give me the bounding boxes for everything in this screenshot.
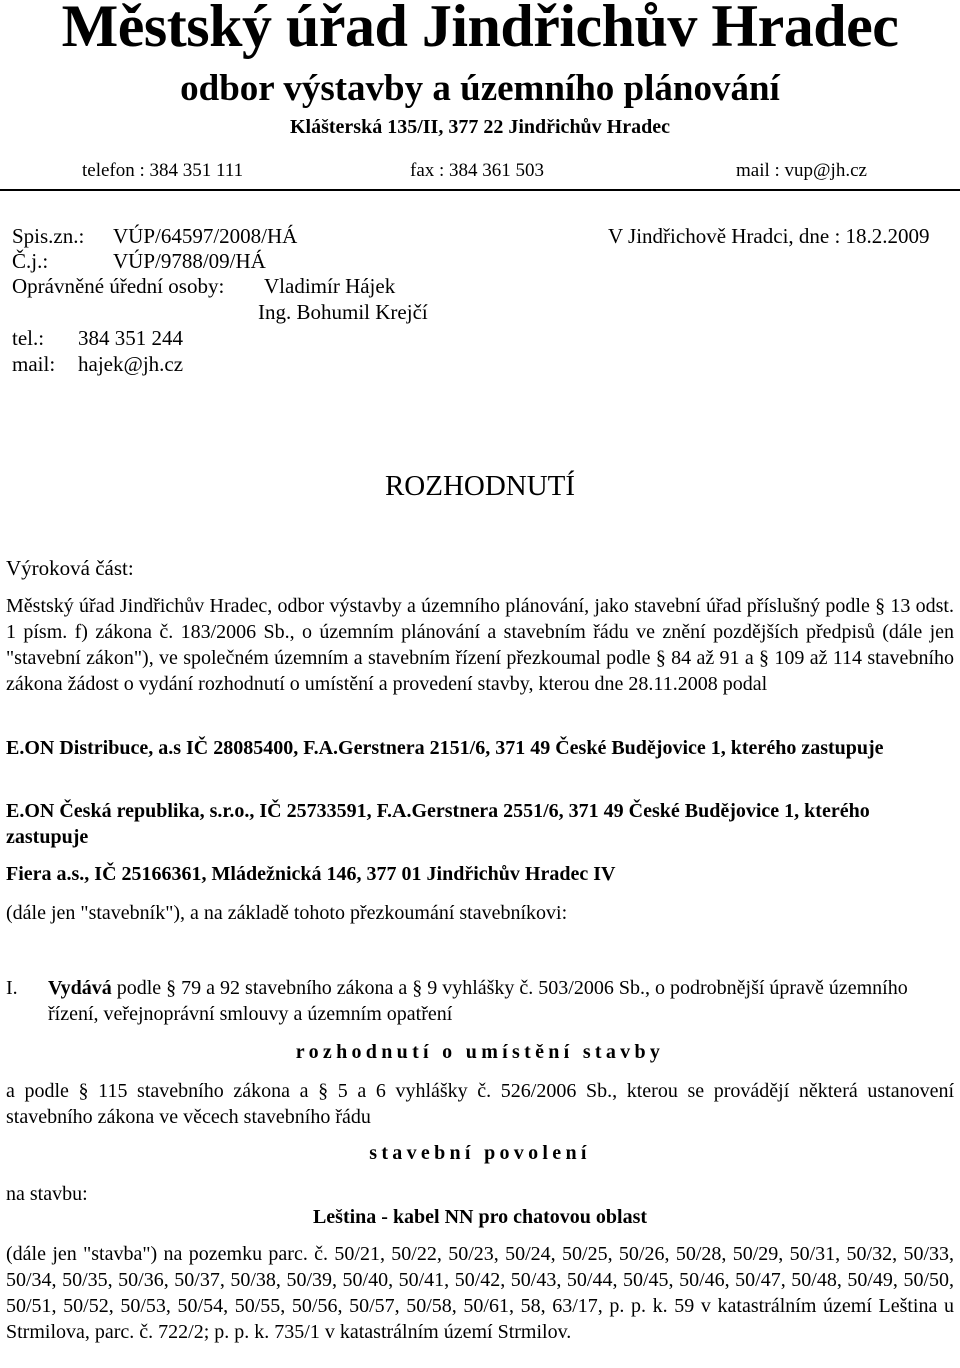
applicant-3: Fiera a.s., IČ 25166361, Mládežnická 146, 377 01 Jindřichův Hradec IV <box>6 863 616 885</box>
place-date: V Jindřichově Hradci, dne : 18.2.2009 <box>608 224 930 248</box>
point-number: I. <box>6 977 18 999</box>
na-stavbu-label: na stavbu: <box>6 1183 88 1205</box>
point-text: podle § 79 a 92 stavebního zákona a § 9 vyhlášky č. 503/2006 Sb., o podrobnější úpravě územního řízení, veřejnoprávní smlouvy a územním opatření <box>48 977 908 1025</box>
decision-location: rozhodnutí o umístění stavby <box>295 1041 665 1063</box>
applicant-2: E.ON Česká republika, s.r.o., IČ 25733591, F.A.Gerstnera 2551/6, 371 49 České Budějovice 1, kterého zastupuje <box>6 800 870 848</box>
parcels-paragraph: (dále jen "stavba") na pozemku parc. č. 50/21, 50/22, 50/23, 50/24, 50/25, 50/26, 50/28, 50/29, 50/31, 50/32, 50/33, 50/34, 50/35, 50/36, 50/37, 50/38, 50/39, 50/40, 50/41, 50/42, 50/43, 50/44, 50/45, 50/46, 50/47, 50/48, 50/49, 50/50, 50/51, 50/52, 50/53, 50/54, 50/55, 50/56, 50/57, 50/58, 50/61, 58, 63/17, p. p. k. 59 v katastrálním území Leština u Strmilova, parc. č. 722/2; p. p. k. 735/1 v katastrálním území Strmilov. <box>6 1243 954 1343</box>
department-subtitle: odbor výstavby a územního plánování <box>180 68 780 109</box>
official-person-2: Ing. Bohumil Krejčí <box>258 300 428 324</box>
persons-label: Oprávněné úřední osoby: <box>12 274 225 298</box>
cj-label: Č.j.: <box>12 249 49 273</box>
intro-paragraph: Městský úřad Jindřichův Hradec, odbor výstavby a územního plánování, jako stavební úřad příslušný podle § 13 odst. 1 písm. f) zákona č. 183/2006 Sb., o územním plánování a stavebním řádu ve znění pozdějších předpisů (dále jen "stavební zákon"), ve společném územním a stavebním řízení přezkoumal podle § 84 až 91 a § 109 až 114 stavebního zákona žádost o vydání rozhodnutí o umístění a provedení stavby, kterou dne 28.11.2008 podal <box>6 595 954 695</box>
tel-value: 384 351 244 <box>78 326 183 350</box>
applicant-note: (dále jen "stavebník"), a na základě tohoto přezkoumání stavebníkovi: <box>6 902 568 924</box>
office-mail: mail : vup@jh.cz <box>736 160 867 181</box>
office-fax: fax : 384 361 503 <box>410 160 545 181</box>
official-person-1: Vladimír Hájek <box>264 274 396 298</box>
mail-value: hajek@jh.cz <box>78 352 184 376</box>
decision-permit: stavební povolení <box>369 1142 591 1164</box>
point-verb: Vydává <box>48 977 112 999</box>
point-paragraph <box>48 975 954 1027</box>
decision-heading: ROZHODNUTÍ <box>384 470 576 502</box>
spis-value: VÚP/64597/2008/HÁ <box>113 224 298 248</box>
applicant-1: E.ON Distribuce, a.s IČ 28085400, F.A.Gerstnera 2151/6, 371 49 České Budějovice 1, kterého zastupuje <box>6 737 884 759</box>
project-name: Leština - kabel NN pro chatovou oblast <box>312 1206 648 1228</box>
office-title: Městský úřad Jindřichův Hradec <box>61 0 899 59</box>
office-address: Klášterská 135/II, 377 22 Jindřichův Hradec <box>289 116 670 138</box>
header-divider <box>0 189 960 191</box>
tel-label: tel.: <box>12 326 45 350</box>
cj-value: VÚP/9788/09/HÁ <box>113 249 266 273</box>
spis-label: Spis.zn.: <box>12 224 85 248</box>
building-code-paragraph: a podle § 115 stavebního zákona a § 5 a 6 vyhlášky č. 526/2006 Sb., kterou se provádějí některá ustanovení stavebního zákona ve věcech stavebního řádu <box>6 1080 954 1128</box>
section-label: Výroková část: <box>6 556 134 580</box>
mail-label: mail: <box>12 352 56 376</box>
office-phone: telefon : 384 351 111 <box>82 160 244 181</box>
